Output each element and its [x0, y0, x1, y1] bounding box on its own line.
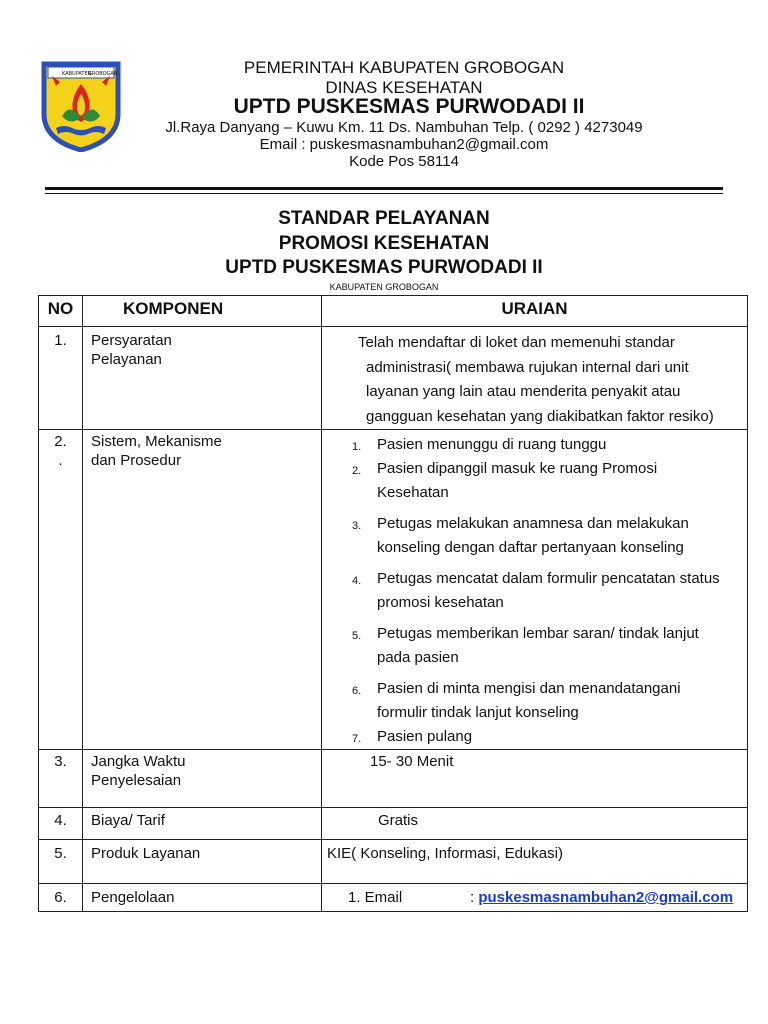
- komponen-line: Jangka Waktu: [91, 753, 186, 770]
- header-divider-thin: [45, 193, 723, 194]
- komponen-line: Pelayanan: [91, 351, 162, 368]
- row-no: [39, 430, 83, 750]
- row-uraian: [322, 430, 748, 750]
- header-postcode: Kode Pos 58114: [349, 153, 459, 170]
- email-link[interactable]: puskesmasnambuhan2@gmail.com: [478, 889, 734, 906]
- header-no: NO: [39, 296, 83, 327]
- step-line: promosi kesehatan: [377, 594, 504, 611]
- step-line: Petugas memberikan lembar saran/ tindak lanjut: [377, 625, 699, 642]
- step-line: Petugas mencatat dalam formulir pencatatan status: [377, 570, 720, 587]
- procedure-step: [322, 725, 747, 749]
- table-row: [39, 808, 748, 840]
- header-department: DINAS KESEHATAN: [325, 78, 483, 97]
- doc-title: STANDAR PELAYANAN: [278, 208, 490, 229]
- step-line: pada pasien: [377, 649, 459, 666]
- table-row: [39, 840, 748, 884]
- row-no: 4.: [39, 808, 83, 840]
- row-komponen: Pengelolaan: [83, 884, 322, 912]
- komponen-line: Persyaratan: [91, 332, 172, 349]
- pengelolaan-separator: :: [470, 889, 475, 906]
- doc-subtitle: PROMOSI KESEHATAN: [278, 233, 490, 254]
- procedure-step: [322, 433, 747, 457]
- row-uraian: [322, 884, 748, 912]
- header-email: Email : puskesmasnambuhan2@gmail.com: [259, 136, 549, 153]
- row-komponen: Biaya/ Tarif: [83, 808, 322, 840]
- step-number: 4.: [352, 575, 362, 587]
- table-header-row: [39, 296, 748, 327]
- row-uraian: 15- 30 Menit: [322, 750, 748, 808]
- table-row: [39, 327, 748, 430]
- row-uraian: KIE( Konseling, Informasi, Edukasi): [322, 840, 748, 884]
- procedure-step: [322, 622, 747, 670]
- row-komponen: Produk Layanan: [83, 840, 322, 884]
- row-no: 1.: [39, 327, 83, 430]
- logo-text-left: KABUPATEN: [62, 71, 92, 77]
- doc-regency: KABUPATEN GROBOGAN: [329, 282, 439, 292]
- step-number: 1.: [352, 441, 362, 453]
- row-uraian: Gratis: [322, 808, 748, 840]
- step-line: Pasien pulang: [377, 728, 473, 745]
- uraian-line: gangguan kesehatan yang diakibatkan faktor resiko): [366, 407, 714, 425]
- komponen-line: Penyelesaian: [91, 772, 182, 789]
- row-komponen: [83, 430, 322, 750]
- komponen-line: Sistem, Mekanisme: [91, 433, 222, 450]
- uraian-line: layanan yang lain atau menderita penyakit atau: [366, 383, 681, 400]
- row-no: 5.: [39, 840, 83, 884]
- table-row: [39, 884, 748, 912]
- header-institution: UPTD PUSKESMAS PURWODADI II: [233, 95, 585, 118]
- header-uraian: URAIAN: [322, 296, 748, 327]
- step-number: 5.: [352, 630, 362, 642]
- procedure-step: [322, 677, 747, 725]
- procedure-steps: [322, 430, 747, 749]
- row-no-text: 2.: [54, 433, 67, 450]
- row-komponen: [83, 750, 322, 808]
- uraian-line: administrasi( membawa rujukan internal dari unit: [366, 358, 689, 376]
- step-line: Pasien di minta mengisi dan menandatangani: [377, 680, 681, 697]
- step-number: 7.: [352, 733, 362, 745]
- procedure-step: [322, 457, 747, 505]
- service-standard-table: [38, 295, 748, 912]
- step-line: Pasien menunggu di ruang tunggu: [377, 436, 607, 453]
- step-line: Pasien dipanggil masuk ke ruang Promosi: [377, 460, 658, 477]
- header-divider-thick: [45, 187, 723, 190]
- row-uraian: [322, 327, 748, 430]
- procedure-step: [322, 567, 747, 615]
- doc-unit: UPTD PUSKESMAS PURWODADI II: [225, 257, 543, 278]
- step-line: Petugas melakukan anamnesa dan melakukan: [377, 515, 689, 532]
- step-number: 6.: [352, 685, 362, 697]
- uraian-line: Telah mendaftar di loket dan memenuhi standar: [358, 334, 675, 351]
- row-komponen: [83, 327, 322, 430]
- step-line: konseling dengan daftar pertanyaan konseling: [377, 539, 684, 556]
- procedure-step: [322, 512, 747, 560]
- step-line: formulir tindak lanjut konseling: [377, 704, 579, 721]
- header-address: Jl.Raya Danyang – Kuwu Km. 11 Ds. Nambuhan Telp. ( 0292 ) 4273049: [165, 119, 643, 136]
- row-no: 6.: [39, 884, 83, 912]
- step-number: 2.: [352, 465, 362, 477]
- table-row: [39, 750, 748, 808]
- pengelolaan-email-label: 1. Email: [348, 889, 403, 906]
- row-no: 3.: [39, 750, 83, 808]
- step-line: Kesehatan: [377, 484, 449, 501]
- logo-text-right: GROBOGAN: [88, 71, 118, 77]
- header-government: PEMERINTAH KABUPATEN GROBOGAN: [243, 58, 565, 77]
- step-number: 3.: [352, 520, 362, 532]
- komponen-line: dan Prosedur: [91, 452, 182, 469]
- row-no-extra: .: [58, 452, 63, 469]
- table-row: [39, 430, 748, 750]
- header-komponen: KOMPONEN: [83, 296, 322, 327]
